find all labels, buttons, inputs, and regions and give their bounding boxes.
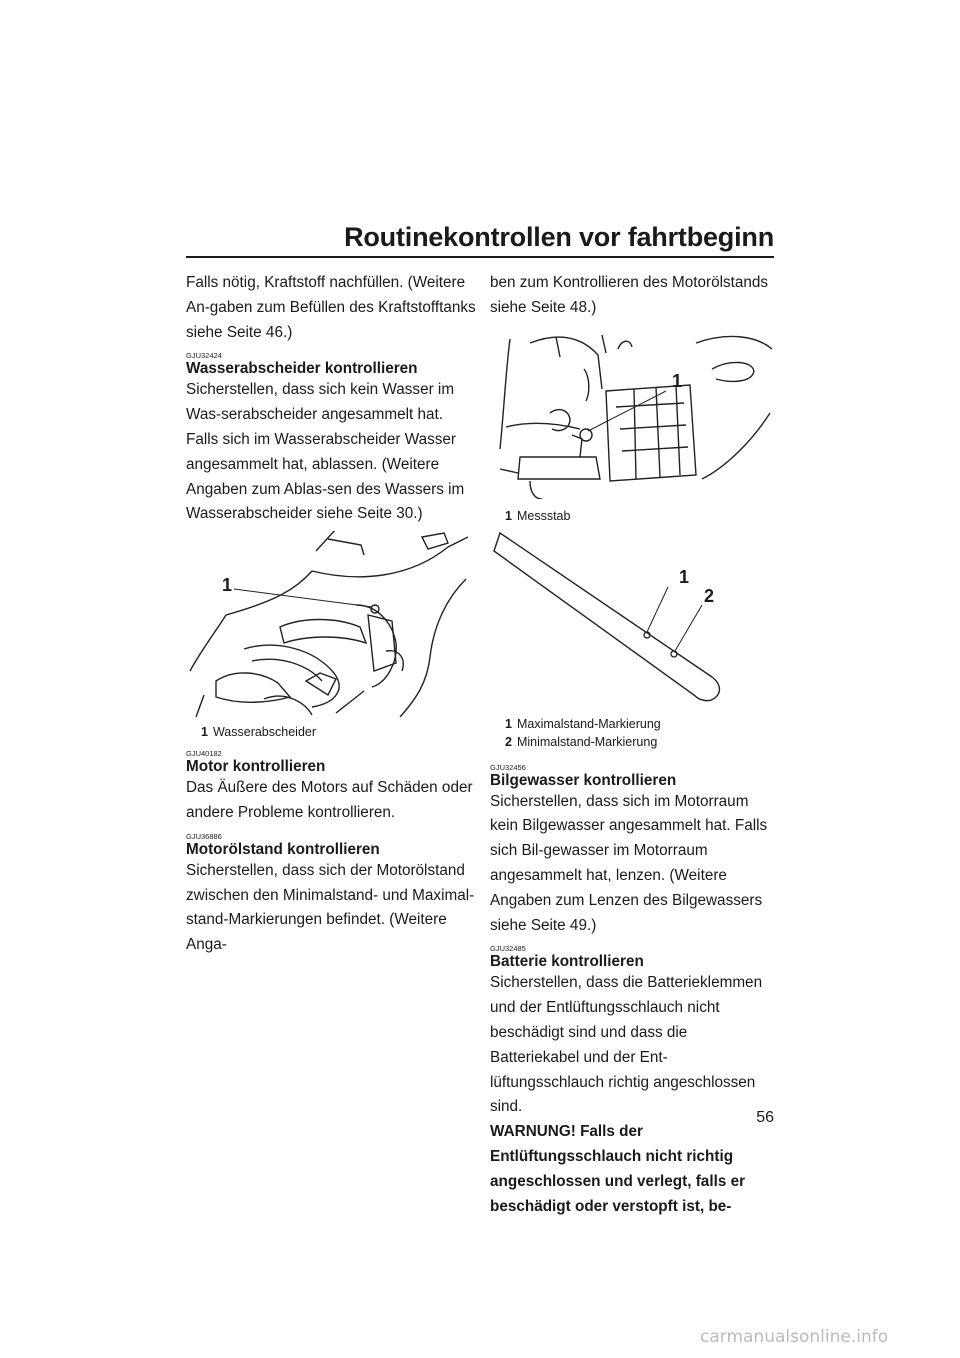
warning-text: WARNUNG! Falls der Entlüftungsschlauch nicht richtig angeschlossen und verlegt, falls er beschädigt oder verstopft ist, be- — [490, 1123, 746, 1215]
paragraph-engine: Das Äußere des Motors auf Schäden oder andere Probleme kontrollieren. — [186, 779, 473, 821]
paragraph-bilge-water: Sicherstellen, dass sich im Motorraum kein Bilgewasser angesammelt hat. Falls sich Bil-gewasser im Motorraum angesammelt hat, lenzen. (Weitere Angaben zum Lenzen des Bilgewassers siehe Seite 49.) — [490, 792, 768, 934]
section-code: GJU32485 — [490, 944, 526, 954]
caption-text: Messstab — [516, 508, 571, 523]
watermark: carmanualsonline.info — [700, 1327, 889, 1347]
section-code: GJU36886 — [186, 831, 222, 841]
right-column — [490, 271, 780, 1219]
page-number: 56 — [756, 1109, 774, 1126]
caption-number: 1 — [505, 716, 512, 731]
paragraph-battery: Sicherstellen, dass die Batterieklemmen und der Entlüftungsschlauch nicht beschädigt sind und dass die Batteriekabel und der Ent-lüftungsschlauch richtig angeschlossen sind. — [490, 974, 763, 1116]
caption-text: Minimalstand-Markierung — [516, 734, 658, 749]
paragraph-water-separator: Sicherstellen, dass sich kein Wasser im Was-serabscheider angesammelt hat. Falls sich im Wasserabscheider Wasser angesammelt hat, ablassen. (Weitere Angaben zum Ablas-sen des Wassers im Wasserabscheider siehe Seite 30.) — [186, 381, 465, 523]
figure-dipstick-markings — [490, 531, 780, 709]
caption-number: 2 — [505, 734, 512, 749]
callout-1: 1 — [679, 566, 690, 587]
section-code: GJU32424 — [186, 351, 222, 361]
callout-1: 1 — [672, 370, 683, 391]
figure-caption — [490, 507, 780, 525]
engine-dipstick-illustration — [490, 329, 775, 499]
water-separator-illustration — [186, 531, 476, 717]
figure-dipstick-location — [490, 329, 780, 507]
section-code: GJU32456 — [490, 762, 526, 772]
figure-caption — [490, 733, 780, 751]
left-column — [186, 271, 476, 958]
figure-water-separator — [186, 531, 476, 739]
heading-bilge-water: Bilgewasser kontrollieren — [490, 771, 677, 789]
caption-text: Maximalstand-Markierung — [516, 716, 661, 731]
header-rule — [186, 256, 774, 258]
callout-2: 2 — [704, 585, 715, 606]
page-title: Routinekontrollen vor fahrtbeginn — [344, 222, 774, 252]
caption-text: Wasserabscheider — [212, 725, 317, 740]
paragraph-oil-cont: ben zum Kontrollieren des Motorölstands siehe Seite 48.) — [490, 274, 769, 316]
heading-engine: Motor kontrollieren — [186, 758, 326, 776]
figure-caption — [186, 723, 476, 741]
caption-number: 1 — [201, 725, 208, 740]
figure-caption — [490, 715, 780, 733]
paragraph-fuel: Falls nötig, Kraftstoff nachfüllen. (Weitere An-gaben zum Befüllen des Kraftstofftanks siehe Seite 46.) — [186, 274, 476, 341]
section-code: GJU40182 — [186, 749, 222, 759]
heading-oil-level: Motorölstand kontrollieren — [186, 840, 380, 858]
heading-water-separator: Wasserabscheider kontrollieren — [186, 360, 418, 378]
dipstick-illustration — [490, 531, 780, 709]
heading-battery: Batterie kontrollieren — [490, 953, 644, 971]
paragraph-oil-level: Sicherstellen, dass sich der Motorölstand zwischen den Minimalstand- und Maximal-stand-Markierungen befindet. (Weitere Anga- — [186, 861, 475, 954]
callout-1: 1 — [222, 575, 233, 596]
caption-number: 1 — [505, 508, 512, 523]
